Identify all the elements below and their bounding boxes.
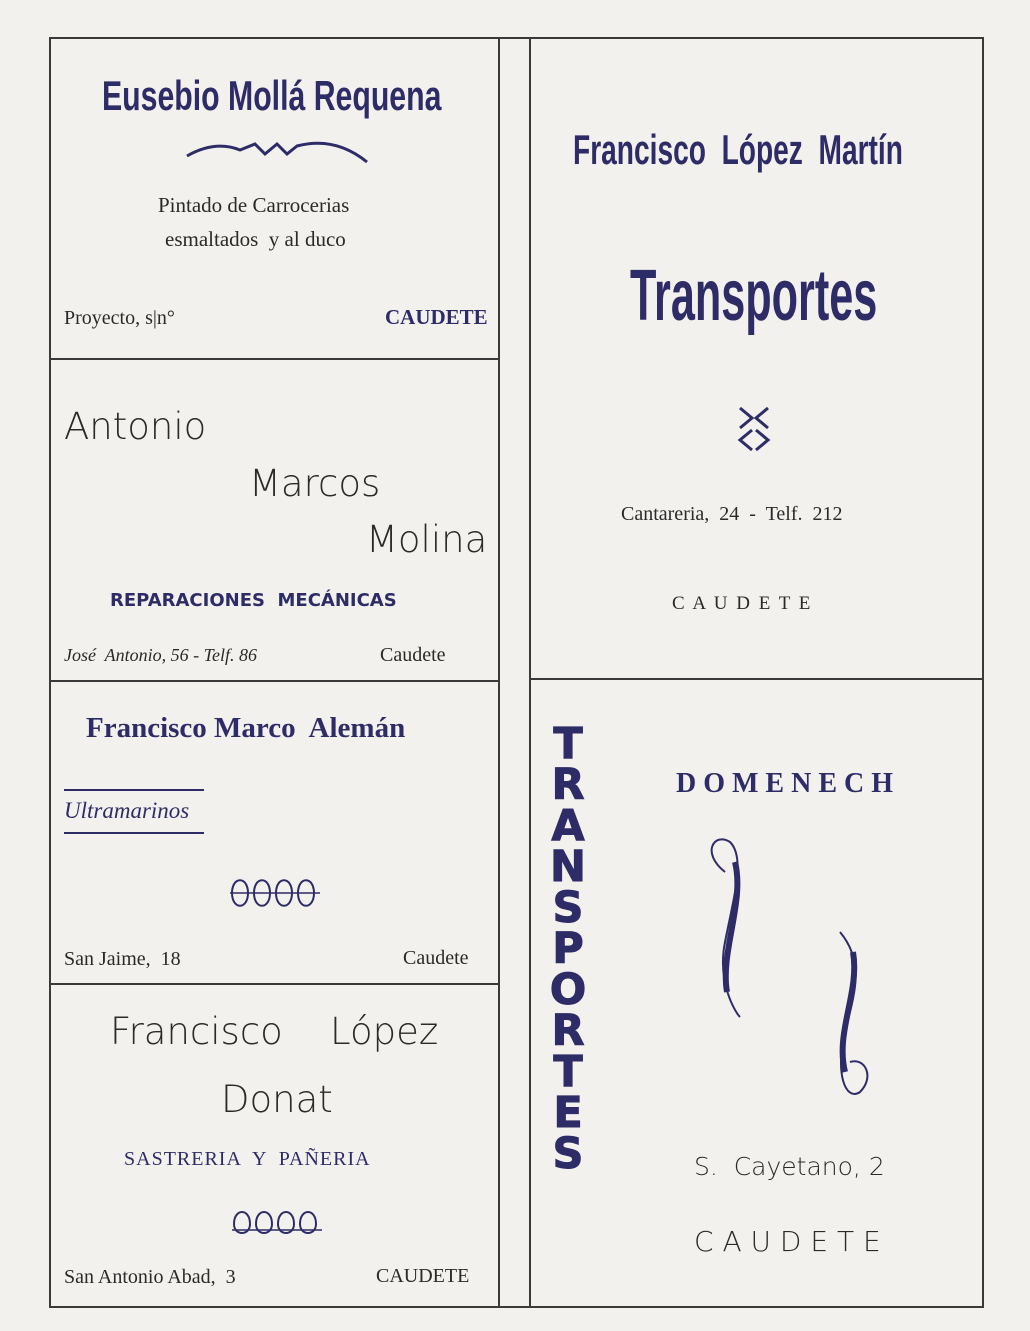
name-line-1: Antonio [64,405,207,448]
business-name: D O M E N E C H [676,768,893,799]
service-line-1: Pintado de Carrocerias [158,193,350,217]
trade: SASTRERIA Y PAÑERIA [124,1148,371,1170]
trade: Ultramarinos [64,798,190,823]
town: CAUDETE [376,1265,470,1287]
divider-left-3 [49,983,498,985]
name-line-2: López [330,1010,439,1053]
business-name: Eusebio Mollá Requena [102,72,442,119]
business-name: Francisco López Martín [573,126,903,173]
address: San Antonio Abad, 3 [64,1266,236,1288]
address: S. Cayetano, 2 [694,1152,885,1181]
name-line-3: Molina [366,518,488,561]
town: C A U D E T E [672,593,813,614]
town: C A U D E T E [694,1225,881,1258]
divider-left-2 [49,680,498,682]
vertical-letter: O [549,965,587,1015]
rule-bottom [64,832,204,834]
trade: REPARACIONES MECÁNICAS [110,590,397,611]
business-type: Transportes [630,256,878,336]
wave-ornament [185,140,370,170]
town: Caudete [403,947,469,969]
vertical-letter: S [552,1129,584,1179]
name-line-1: Francisco [110,1010,283,1053]
divider-left-1 [49,358,498,360]
vertical-letter: A [551,801,585,851]
name-line-3: Donat [221,1078,333,1121]
address: San Jaime, 18 [64,948,181,970]
chevron-ornament [732,404,777,452]
town: Caudete [380,644,446,666]
rule-top [64,789,204,791]
vertical-letter: T [553,1047,583,1097]
loop-ornament [230,1206,325,1236]
flourish-ornament [695,832,885,1112]
vertical-transportes [546,719,590,1179]
address: José Antonio, 56 - Telf. 86 [64,645,257,665]
vertical-letter: R [551,1006,585,1056]
vertical-letter: N [550,842,586,892]
vertical-letter: P [552,924,584,974]
address: Cantareria, 24 - Telf. 212 [621,503,843,525]
name-line-2: Marcos [249,462,381,505]
divider-right-1 [529,678,984,680]
address: Proyecto, s|n° [64,307,175,329]
column-divider [498,37,500,1308]
vertical-letter: R [551,760,585,810]
vertical-letter: S [552,883,584,933]
vertical-letter: T [553,719,583,769]
vertical-letter: E [553,1088,583,1138]
loop-ornament [228,868,323,918]
column-divider-inner [529,37,531,1308]
business-name: Francisco Marco Alemán [86,712,406,744]
service-line-2: esmaltados y al duco [165,227,346,251]
town: CAUDETE [385,305,488,329]
